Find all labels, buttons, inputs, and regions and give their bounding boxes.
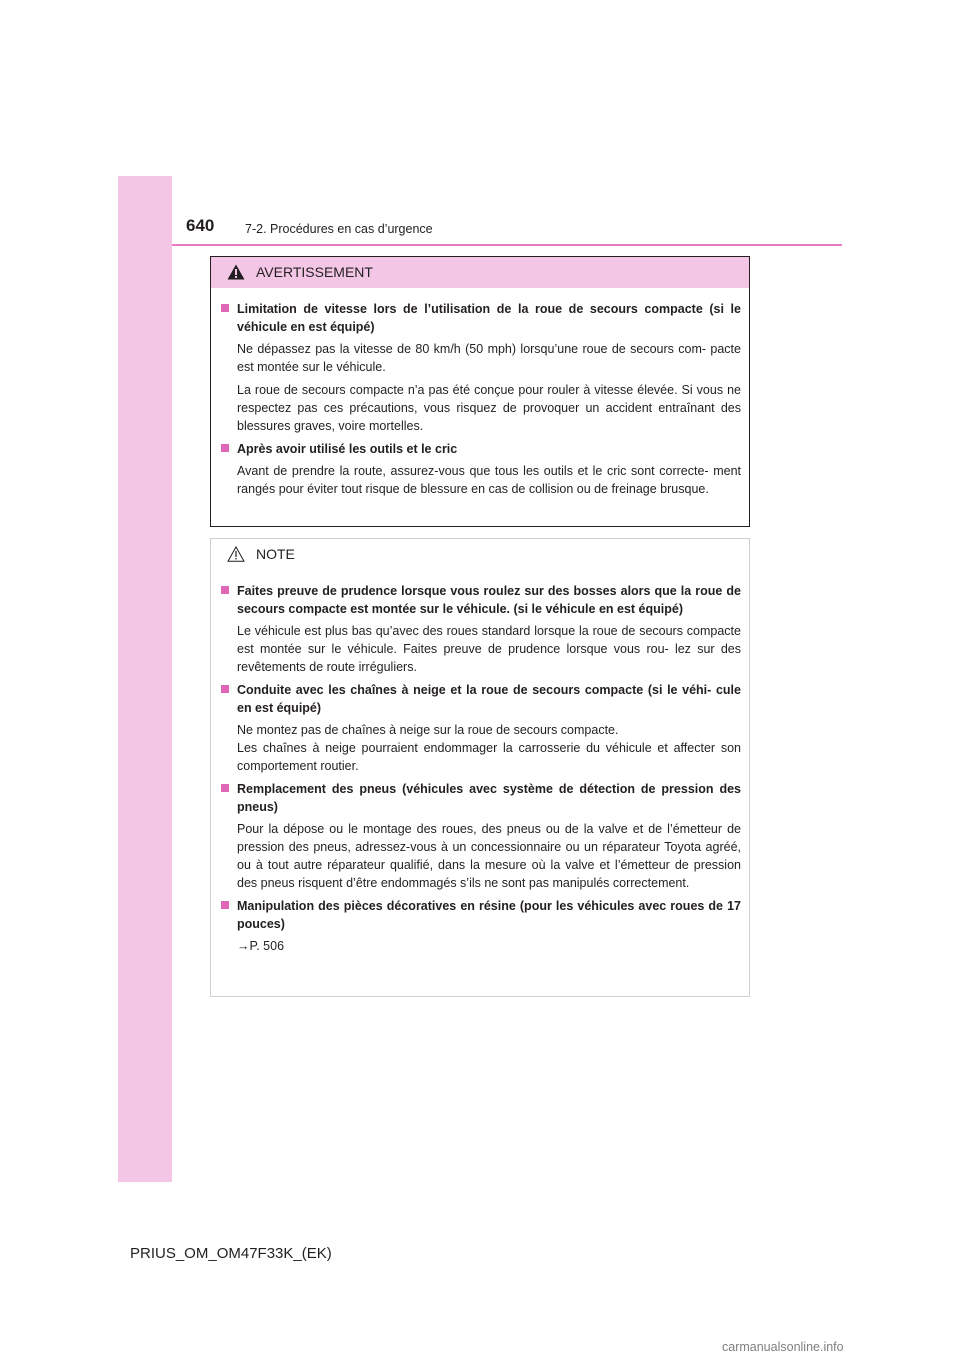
page-reference-link[interactable]: →P. 506 <box>237 939 285 953</box>
side-tab-band <box>118 176 172 1182</box>
note-line: Les chaînes à neige pourraient endommager la carrosserie du véhicule et affecter son comportement routier. <box>237 741 741 773</box>
warning-header <box>211 257 749 288</box>
note-line: Ne montez pas de chaînes à neige sur la roue de secours compacte. <box>237 723 619 737</box>
warning-triangle-icon <box>227 264 245 280</box>
square-bullet-icon <box>221 784 229 792</box>
note-paragraph: Le véhicule est plus bas qu’avec des roues standard lorsque la roue de secours compacte est montée sur le véhicule. Faites preuve de prudence lorsque vous rou- lez sur des revêtements de route irréguliers. <box>237 624 741 674</box>
note-paragraph: Pour la dépose ou le montage des roues, des pneus ou de la valve et de l’émetteur de pression des pneus, adressez-vous à un concessionnaire ou un réparateur Toyota agréé, ou à tout autre réparateur qualifié, dans la mesure où la valve et l’émetteur de pression des pneus risquent d’être endommagés s’ils ne sont pas manipulés correctement. <box>237 822 741 890</box>
square-bullet-icon <box>221 444 229 452</box>
warning-title: AVERTISSEMENT <box>256 264 373 280</box>
note-item-title: Manipulation des pièces décoratives en résine (pour les véhicules avec roues de 17 pouces) <box>219 897 741 933</box>
note-item-title: Faites preuve de prudence lorsque vous roulez sur des bosses alors que la roue de secours compacte est montée sur le véhicule. (si le véhicule en est équipé) <box>219 582 741 618</box>
note-header <box>211 539 749 570</box>
note-item-title: Conduite avec les chaînes à neige et la roue de secours compacte (si le véhi- cule en est équipé) <box>219 681 741 717</box>
warning-item-title: Limitation de vitesse lors de l’utilisation de la roue de secours compacte (si le véhicule en est équipé) <box>219 300 741 336</box>
warning-paragraph: Ne dépassez pas la vitesse de 80 km/h (50 mph) lorsqu’une roue de secours com- pacte est montée sur le véhicule. <box>237 342 741 374</box>
document-code: PRIUS_OM_OM47F33K_(EK) <box>130 1245 332 1262</box>
warning-paragraph: La roue de secours compacte n’a pas été conçue pour rouler à vitesse élevée. Si vous ne respectez pas ces précautions, vous risquez de provoquer un accident entraînant des blessures graves, voire mortelles. <box>237 383 741 433</box>
note-item-title: Remplacement des pneus (véhicules avec système de détection de pression des pneus) <box>219 780 741 816</box>
header-divider <box>172 244 842 246</box>
square-bullet-icon <box>221 586 229 594</box>
caution-triangle-icon <box>227 546 245 562</box>
note-paragraph <box>219 721 741 775</box>
watermark: carmanualsonline.info <box>722 1340 844 1354</box>
note-body <box>211 570 749 955</box>
square-bullet-icon <box>221 685 229 693</box>
warning-body <box>211 288 749 498</box>
note-title: NOTE <box>256 546 295 562</box>
note-box <box>210 538 750 997</box>
warning-paragraph: Avant de prendre la route, assurez-vous que tous les outils et le cric sont correcte- ment rangés pour éviter tout risque de blessure en cas de collision ou de freinage brusque. <box>237 464 741 496</box>
square-bullet-icon <box>221 901 229 909</box>
section-title: 7-2. Procédures en cas d’urgence <box>245 222 433 236</box>
warning-box <box>210 256 750 527</box>
warning-item-title: Après avoir utilisé les outils et le cric <box>219 440 741 458</box>
square-bullet-icon <box>221 304 229 312</box>
page-number: 640 <box>186 216 215 235</box>
